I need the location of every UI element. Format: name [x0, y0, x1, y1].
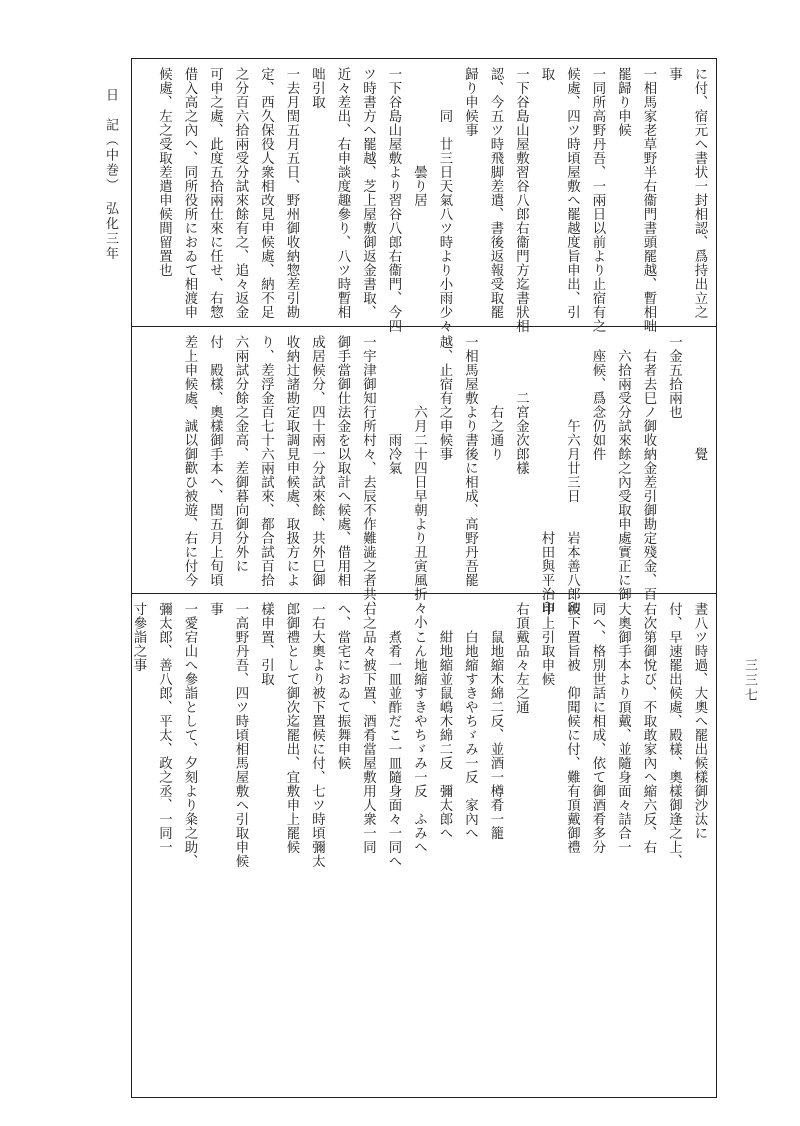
text-column: 同 廿三日天氣八ツ時より小雨少々	[437, 67, 452, 333]
text-column: 一下谷島山屋敷より習谷八郎右衞門、今四	[386, 67, 401, 333]
text-column: 右頂戴品々左之通	[513, 602, 529, 714]
text-column: 六月二十四日早朝より丑寅風折々小	[411, 335, 427, 629]
text-column: 御手當御仕法金を以取計へ候處、借用相	[335, 335, 350, 587]
text-column: 一去月閏五月五日、野州御收納惣差引勘	[284, 67, 299, 319]
text-column: 寸參詣之事	[131, 602, 146, 672]
text-column: 可申之處、此度五拾兩仕來に任せ、右惣	[207, 67, 223, 319]
text-column: 差上申候處、誠以御歡ひ被遊、右に付今	[182, 335, 197, 587]
page-number: 三三七	[742, 658, 757, 703]
text-column: 被下置旨被 仰聞候に付、難有頂戴御禮	[564, 602, 580, 854]
text-column: 一宇津御知行所村々、去辰不作難澁之者共、	[360, 335, 376, 615]
text-column: 付 殿樣、奧樣御手本へ、閏五月上旬頃	[207, 335, 223, 587]
text-column: り、差浮金百七十六兩試來、都合試百拾	[258, 335, 274, 587]
text-column: 一高野丹吾、四ツ時頃相馬屋敷へ引取申候	[233, 602, 248, 868]
text-column: 煮肴一皿並酢だこ一皿隨身面々一同へ	[386, 602, 401, 868]
text-column: 之分百六拾兩受分試來餘有之、追々返金	[233, 67, 248, 319]
text-column: 彌太郎、善八郎、平太、政之丞、一同一	[156, 602, 172, 854]
text-column: 一愛宕山へ參詣として、夕刻より粂之助、	[182, 602, 197, 868]
page-frame	[131, 58, 717, 1098]
text-column: 事	[666, 67, 682, 81]
section-top	[136, 67, 712, 333]
text-column: 座候、爲念仍如件	[590, 335, 605, 461]
text-column: 二宮金次郎樣	[513, 335, 529, 475]
text-column: 大奧御手本より頂戴、並隨身面々詰合一	[615, 602, 631, 854]
text-column: 六拾兩受分試來餘之內受取申處實正に御	[615, 335, 631, 601]
text-column: 借入高之內へ、同所役所におゐて相渡申	[182, 67, 197, 319]
text-column: 六兩試分餘之金高、差御暮向御分外に	[233, 335, 248, 573]
text-column: 一相馬屋敷より書後に相成、高野丹吾罷	[462, 335, 478, 587]
text-column: 樣申置、引取	[258, 602, 274, 686]
text-column: 一同所高野丹吾、一兩日以前より止宿有之	[590, 67, 605, 333]
text-column: こん地縮すきやちゞみ一反 ふみへ	[411, 602, 427, 854]
text-column: 一金五拾兩也	[666, 335, 682, 419]
text-column: 一下谷島山屋敷習谷八郎右衞門方迄書狀相	[513, 67, 529, 333]
text-column: 咄引取	[309, 67, 325, 109]
text-column: 右次第御悅び、不取敢家內へ縮六反、右	[641, 602, 656, 854]
text-column: 候處、四ツ時頃屋敷へ罷越度旨申出、引	[564, 67, 580, 319]
text-column: 申上引取申候	[539, 602, 554, 686]
text-column: 晝八ツ時過、大奧へ罷出候樣御沙汰に	[692, 602, 707, 840]
text-column: 同へ、格別世話に相成、依て御酒肴多分	[590, 602, 605, 854]
text-column: 近々差出、右申談度趣參り、八ツ時暫相	[335, 67, 350, 319]
text-column: 成居候分、四十兩一分試來餘、共外巳御	[309, 335, 325, 587]
text-column: 村田與平治印	[539, 335, 554, 615]
text-column: 白地縮すきやちゞみ一反 家內へ	[462, 602, 478, 840]
text-column: 一相馬家老草野半右衞門書頭罷越、暫相咄	[641, 67, 656, 333]
text-column: 候處、左之受取差遣申候間留置也	[156, 67, 172, 277]
text-column: 鼠地縮木綿二反、並酒一樽肴一籠	[488, 602, 503, 840]
text-column: 午六月廿三日 岩本善八郎印	[564, 335, 580, 615]
text-column: に付、宿元へ書状一封相認、爲持出立之	[692, 67, 707, 319]
text-column: へ、當宅におゐて振舞申候	[335, 602, 350, 770]
text-column: 紺地縮並鼠嶋木綿二反 彌太郎へ	[437, 602, 452, 840]
text-column: 認、今五ツ時飛脚差遣、書後返報受取罷	[488, 67, 503, 319]
text-column: 事	[207, 602, 223, 616]
section-bottom	[131, 602, 712, 1090]
text-column: 右之品々被下置、酒肴當屋敷用人衆一同	[360, 602, 376, 854]
divider-top	[132, 326, 716, 327]
text-column: 歸り申候事	[462, 67, 478, 137]
text-column: 曇り居	[411, 67, 427, 207]
text-column: ツ時書方へ罷越、芝上屋敷御返金書取、	[360, 67, 376, 319]
text-column: 右者去巳ノ御收納金差引御勘定殘金、百	[641, 335, 656, 601]
text-column: 一右大奧より被下置候に付、七ツ時頃彌太	[309, 602, 325, 868]
text-column: 收納辻諸勘定取調見申候處、取扱方によ	[284, 335, 299, 587]
text-column: 越、止宿有之申候事	[437, 335, 452, 461]
text-column: 罷歸り申候	[615, 67, 631, 137]
text-column: 定、西久保役人衆相改見申候處、納不足	[258, 67, 274, 319]
text-column: 取	[539, 67, 554, 81]
text-column: 付、早速罷出候處、殿樣、奧樣御逢之上、	[666, 602, 682, 868]
text-column: 覺	[692, 335, 707, 461]
text-column: 雨冷氣	[386, 335, 401, 475]
running-header: 日 記（中巻） 弘化三年	[103, 88, 118, 262]
text-column: 郎御禮として御次迄罷出、宜敷申上罷候	[284, 602, 299, 854]
section-middle	[136, 335, 712, 629]
text-column: 右之通り	[488, 335, 503, 461]
